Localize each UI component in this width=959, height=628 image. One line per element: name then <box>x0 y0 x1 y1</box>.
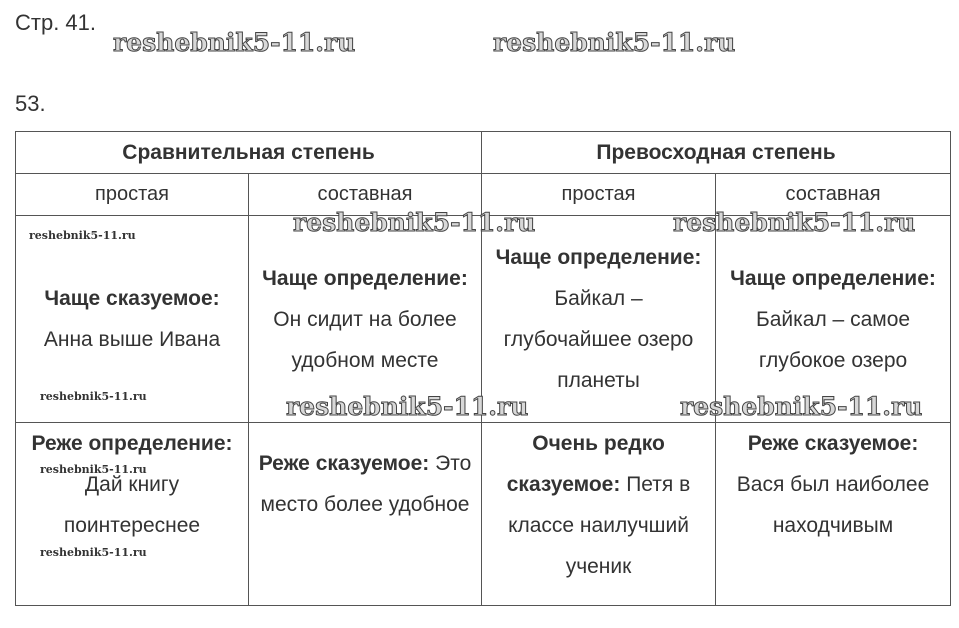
cell-example: Он сидит на более удобном месте <box>273 307 457 372</box>
watermark: reshebnik5-11.ru <box>286 392 529 421</box>
group-header-comparative: Сравнительная степень <box>16 132 482 174</box>
degrees-table <box>15 131 951 606</box>
subheader-comparative-simple: простая <box>16 174 249 216</box>
subheader-superlative-simple: простая <box>482 174 716 216</box>
table-row-rare <box>16 423 951 606</box>
table-row-frequent <box>16 216 951 423</box>
table-cell <box>16 216 249 423</box>
group-header-superlative: Превосходная степень <box>482 132 951 174</box>
cell-role: Реже сказуемое: <box>747 432 919 455</box>
cell-example: Байкал – глубочайшее озеро планеты <box>503 287 694 392</box>
watermark: reshebnik5-11.ru <box>40 390 147 403</box>
cell-example: Петя в классе наилучший ученик <box>508 473 691 578</box>
table-cell <box>716 216 951 423</box>
watermark: reshebnik5-11.ru <box>680 392 923 421</box>
cell-role: Чаще определение: <box>495 246 702 269</box>
cell-example: Дай книгу поинтереснее <box>63 473 201 537</box>
cell-role: Чаще сказуемое: <box>44 287 220 310</box>
subheader-comparative-compound: составная <box>249 174 482 216</box>
table-cell <box>16 423 249 606</box>
subheader-row <box>16 174 951 216</box>
table-cell <box>482 216 716 423</box>
group-header-row <box>16 132 951 174</box>
watermark: reshebnik5-11.ru <box>293 208 536 237</box>
table-cell <box>482 423 716 606</box>
watermark: reshebnik5-11.ru <box>673 208 916 237</box>
cell-role: Чаще определение: <box>262 266 468 290</box>
cell-example: Анна выше Ивана <box>43 328 221 351</box>
table-cell <box>249 216 482 423</box>
cell-example: Это место более удобное <box>260 452 472 516</box>
table-cell <box>716 423 951 606</box>
cell-role: Чаще определение: <box>730 266 936 290</box>
watermark: reshebnik5-11.ru <box>113 28 356 57</box>
subheader-superlative-compound: составная <box>716 174 951 216</box>
cell-role: Реже сказуемое: <box>258 452 430 475</box>
cell-example: Байкал – самое глубокое озеро <box>755 307 911 372</box>
watermark: reshebnik5-11.ru <box>40 546 147 559</box>
page-title: Стр. 41. <box>15 10 97 35</box>
watermark: reshebnik5-11.ru <box>29 229 136 242</box>
cell-example: Вася был наиболее находчивым <box>736 473 930 537</box>
exercise-number: 53. <box>15 91 46 116</box>
cell-role: Очень редко сказуемое: <box>506 432 665 496</box>
table-cell <box>249 423 482 606</box>
cell-role: Реже определение: <box>31 432 233 455</box>
watermark: reshebnik5-11.ru <box>40 463 147 476</box>
watermark: reshebnik5-11.ru <box>493 28 736 57</box>
